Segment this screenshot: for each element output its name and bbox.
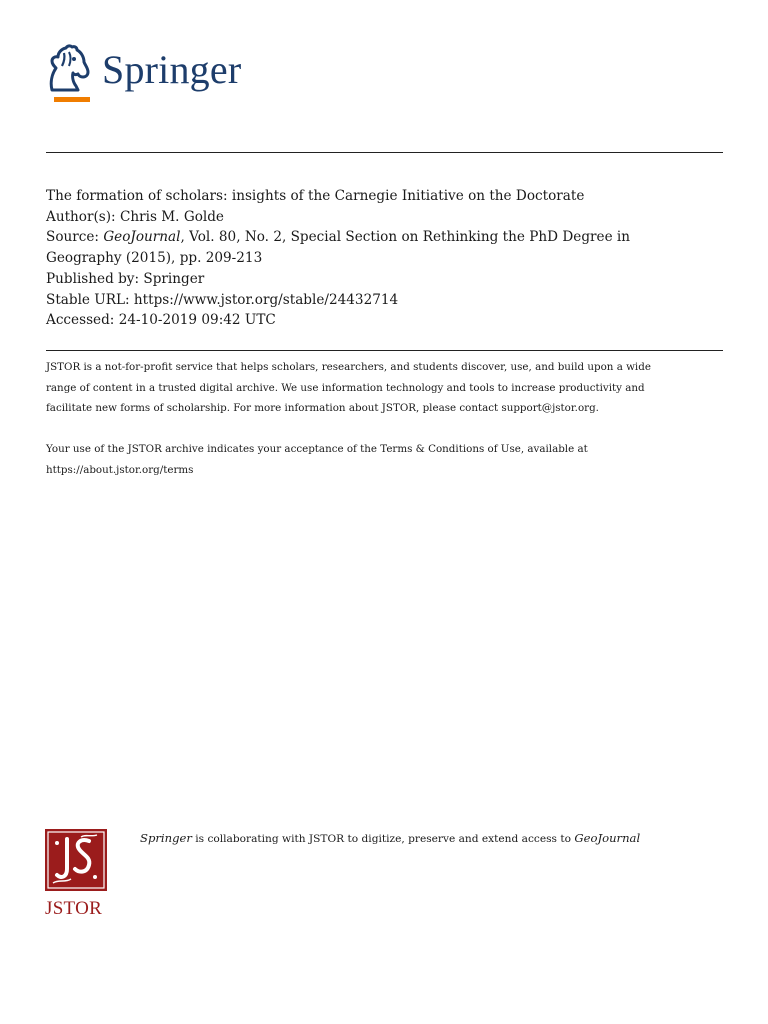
article-publisher: Published by: Springer — [46, 270, 205, 287]
collab-publisher: Springer — [140, 831, 192, 845]
springer-logo — [44, 44, 264, 104]
notice-line: facilitate new forms of scholarship. For more information about JSTOR, please contact support@jstor.org. — [46, 402, 599, 414]
jstor-notice — [46, 357, 726, 419]
notice-line: range of content in a trusted digital archive. We use information technology and tools to increase productivity and — [46, 381, 645, 394]
terms-notice — [46, 439, 726, 480]
top-divider — [46, 152, 723, 153]
jstor-seal-icon — [45, 829, 107, 891]
collaboration-statement: Springer is collaborating with JSTOR to digitize, preserve and extend access to GeoJournal — [140, 831, 641, 845]
jstor-wordmark: JSTOR — [45, 898, 103, 919]
article-source: Source: GeoJournal, Vol. 80, No. 2, Special Section on Rethinking the PhD Degree in — [46, 229, 631, 246]
notice-line: Your use of the JSTOR archive indicates your acceptance of the Terms & Conditions of Use, available at — [46, 443, 588, 455]
logo-wordmark: Springer — [102, 47, 242, 92]
article-source-cont: Geography (2015), pp. 209-213 — [46, 250, 263, 267]
article-authors: Author(s): Chris M. Golde — [46, 208, 224, 225]
horse-head-icon — [44, 44, 92, 92]
journal-name: GeoJournal — [103, 229, 181, 246]
collab-journal: GeoJournal — [574, 831, 641, 845]
terms-link[interactable]: https://about.jstor.org/terms — [46, 463, 194, 476]
article-title: The formation of scholars: insights of the Carnegie Initiative on the Doctorate — [46, 188, 585, 204]
logo-accent-bar — [54, 97, 90, 102]
article-metadata — [46, 186, 726, 331]
article-accessed: Accessed: 24-10-2019 09:42 UTC — [46, 312, 276, 329]
article-stable-url: Stable URL: https://www.jstor.org/stable/24432714 — [46, 291, 399, 308]
middle-divider — [46, 350, 723, 351]
jstor-logo — [45, 829, 109, 921]
notice-line: JSTOR is a not-for-profit service that helps scholars, researchers, and students discover, use, and build upon a wide — [46, 361, 651, 373]
stable-url-link[interactable]: https://www.jstor.org/stable/24432714 — [133, 291, 399, 308]
